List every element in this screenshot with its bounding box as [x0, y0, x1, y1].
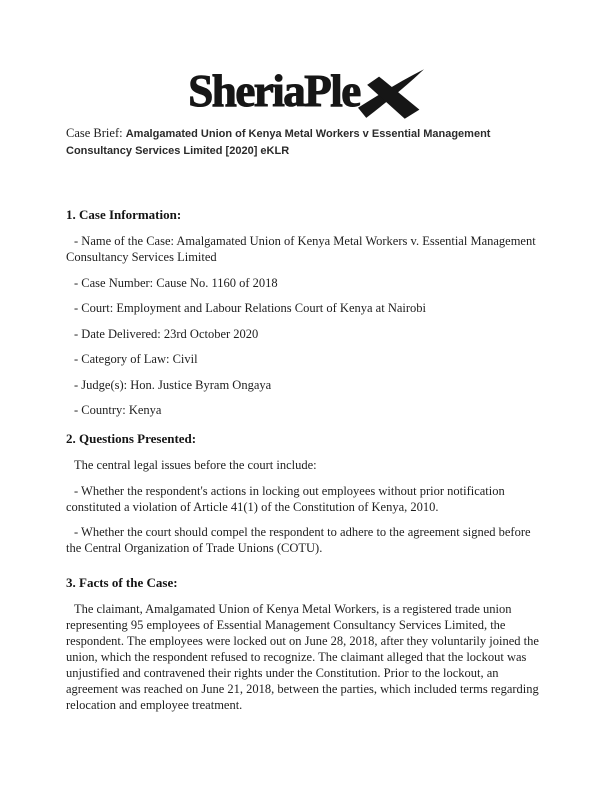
section-case-information — [66, 207, 546, 428]
case-info-item-name: - Name of the Case: Amalgamated Union of Kenya Metal Workers v. Essential Management Consultancy Services Limited — [66, 234, 536, 264]
facts-paragraph: The claimant, Amalgamated Union of Kenya Metal Workers, is a registered trade union representing 95 employees of Essential Management Consultancy Services Limited, the respondent. The employees were locked out on June 28, 2018, after they voluntarily joined the union, which the respondent refused to recognize. The claimant alleged that the lockout was unjustified and contravened their rights under the Constitution. Prior to the lockout, an agreement was reached on June 21, 2018, between the parties, which included terms regarding relocation and employee treatment. — [66, 602, 539, 712]
section-heading: 2. Questions Presented: — [66, 431, 197, 446]
logo-x-swoosh-icon — [358, 69, 424, 119]
case-info-item-date: - Date Delivered: 23rd October 2020 — [74, 326, 259, 341]
case-info-item-court: - Court: Employment and Labour Relations Court of Kenya at Nairobi — [74, 301, 427, 315]
case-info-item-country: - Country: Kenya — [74, 403, 162, 417]
title-prefix: Case Brief: — [66, 126, 126, 140]
logo-wordmark: SheriaPle — [188, 66, 360, 116]
case-info-item-judges: - Judge(s): Hon. Justice Byram Ongaya — [74, 377, 272, 392]
questions-intro: The central legal issues before the court include: — [74, 458, 317, 472]
section-facts-of-the-case — [66, 575, 546, 713]
document-title — [66, 125, 546, 159]
title-text: Amalgamated Union of Kenya Metal Workers v Essential Management Consultancy Services Limited [2020] eKLR — [66, 128, 491, 157]
case-info-item-category: - Category of Law: Civil — [74, 352, 198, 366]
question-item-lockout: - Whether the respondent's actions in locking out employees without prior notification constituted a violation of Article 41(1) of the Constitution of Kenya, 2010. — [66, 483, 505, 514]
question-item-agreement: - Whether the court should compel the respondent to adhere to the agreement signed before the Central Organization of Trade Unions (COTU). — [66, 525, 531, 555]
case-info-item-number: - Case Number: Cause No. 1160 of 2018 — [74, 275, 278, 290]
section-heading: 1. Case Information: — [66, 207, 182, 222]
sheriaplex-logo — [0, 68, 612, 119]
section-heading: 3. Facts of the Case: — [66, 575, 178, 590]
section-questions-presented — [66, 431, 546, 566]
